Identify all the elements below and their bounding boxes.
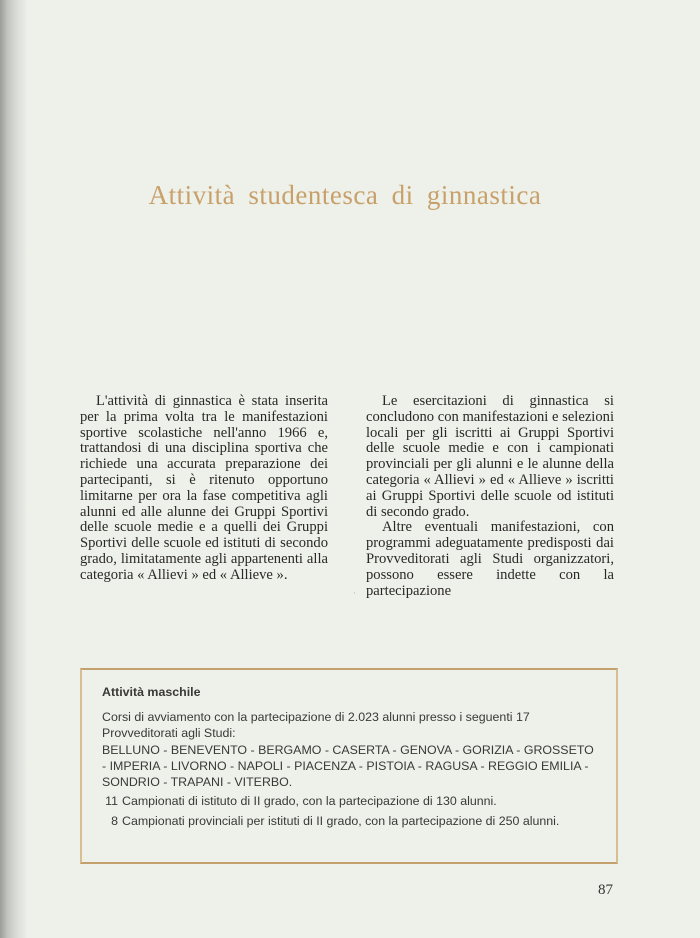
- left-column: [80, 394, 328, 584]
- box-item-number: 8: [111, 814, 118, 829]
- box-title: Attività maschile: [102, 685, 201, 699]
- box-item: [102, 793, 598, 809]
- right-column-paragraph-2: Altre eventuali manifestazioni, con programmi adeguatamente predisposti dai Provveditorati agli Studi organizzatori, possono essere indette con la partecipazione: [366, 519, 614, 599]
- page-title: Attività studentesca di ginnastica: [148, 180, 542, 210]
- stats-box: [80, 668, 618, 864]
- box-intro: Corsi di avviamento con la partecipazione di 2.023 alunni presso i seguenti 17 Provveditorati agli Studi:: [102, 710, 530, 741]
- box-item-number: 11: [105, 794, 118, 809]
- box-item-text: Campionati provinciali per istituti di II grado, con la partecipazione di 250 alunni.: [122, 814, 560, 829]
- left-column-paragraph: L'attività di ginnastica è stata inserita per la prima volta tra le manifestazioni sportive scolastiche nell'anno 1966 e, trattandosi di una disciplina sportiva che richiede una accurata preparazione dei partecipanti, si è ritenuto opportuno limitarne per ora la fase competitiva agli alunni ed alle alunne dei Gruppi Sportivi delle scuole medie e a quelli dei Gruppi Sportivi delle scuole ed istituti di secondo grado, limitatamente agli appartenenti alla categoria « Allievi » ed « Allieve ».: [80, 393, 328, 583]
- right-column-paragraph-1: Le esercitazioni di ginnastica si concludono con manifestazioni e selezioni locali per gli iscritti ai Gruppi Sportivi delle scuole medie e con i campionati provinciali per gli alunni e le alunne della categoria « Allievi » ed « Allieve » iscritti ai Gruppi Sportivi delle scuole od istituti di secondo grado.: [366, 393, 615, 520]
- book-gutter-shadow: [0, 0, 28, 938]
- right-column: [366, 394, 614, 599]
- box-cities: BELLUNO - BENEVENTO - BERGAMO - CASERTA - GENOVA - GORIZIA - GROSSETO - IMPERIA - LIVORNO - NAPOLI - PIACENZA - PISTOIA - RAGUSA - REGGIO EMILIA - SONDRIO - TRAPANI - VITERBO.: [102, 742, 594, 790]
- page-number: 87: [598, 882, 613, 898]
- box-item: [102, 813, 598, 829]
- box-item-text: Campionati di istituto di II grado, con la partecipazione di 130 alunni.: [122, 794, 497, 809]
- print-speck: ·: [353, 588, 356, 598]
